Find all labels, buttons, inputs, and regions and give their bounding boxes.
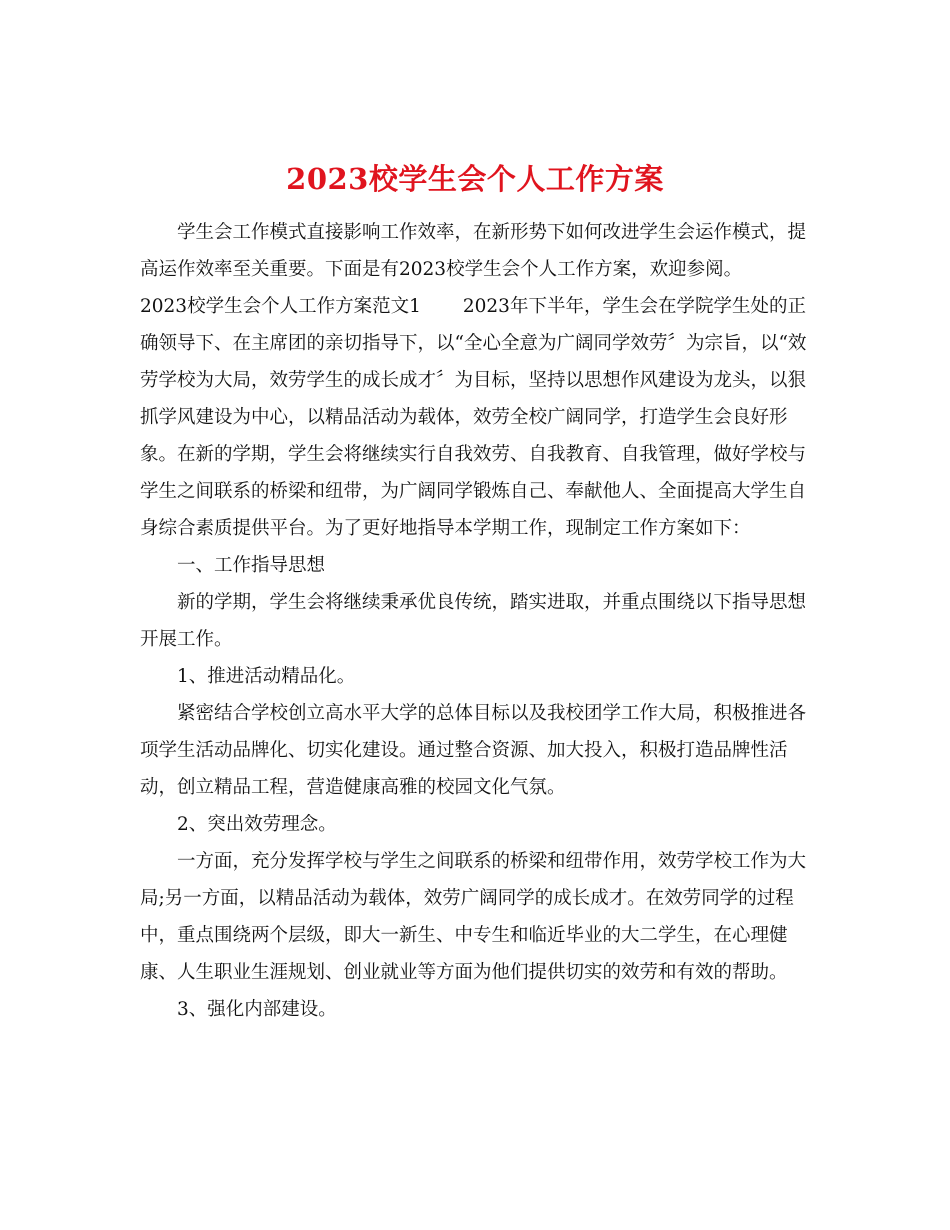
- section1-text: 新的学期，学生会将继续秉承优良传统，踏实进取，并重点围绕以下指导思想开展工作。: [140, 592, 807, 650]
- item2-heading: 2、突出效劳理念。: [177, 814, 337, 835]
- sample-heading: 2023校学生会个人工作方案范文1: [140, 296, 421, 317]
- item3-heading: 3、强化内部建设。: [177, 999, 337, 1020]
- document-title: 2023校学生会个人工作方案: [286, 162, 664, 197]
- intro-paragraph: 学生会工作模式直接影响工作效率，在新形势下如何改进学生会运作模式，提高运作效率至关重要。下面是有2023校学生会个人工作方案，欢迎参阅。: [140, 222, 807, 280]
- sample-paragraph: 2023年下半年，学生会在学院学生处的正确领导下、在主席团的亲切指导下，以“全心全意为广阔同学效劳〞为宗旨，以“效劳学校为大局，效劳学生的成长成才〞为目标，坚持以思想作风建设为龙头，以狠抓学风建设为中心，以精品活动为载体，效劳全校广阔同学，打造学生会良好形象。在新的学期，学生会将继续实行自我效劳、自我教育、自我管理，做好学校与学生之间联系的桥梁和纽带，为广阔同学锻炼自己、奉献他人、全面提高大学生自身综合素质提供平台。为了更好地指导本学期工作，现制定工作方案如下：: [140, 296, 807, 539]
- item2-text: 一方面，充分发挥学校与学生之间联系的桥梁和纽带作用，效劳学校工作为大局;另一方面，以精品活动为载体，效劳广阔同学的成长成才。在效劳同学的过程中，重点围绕两个层级，即大一新生、中专生和临近毕业的大二学生，在心理健康、人生职业生涯规划、创业就业等方面为他们提供切实的效劳和有效的帮助。: [140, 851, 807, 983]
- section1-heading: 一、工作指导思想: [177, 555, 326, 576]
- item1-text: 紧密结合学校创立高水平大学的总体目标以及我校团学工作大局，积极推进各项学生活动品牌化、切实化建设。通过整合资源、加大投入，积极打造品牌性活动，创立精品工程，营造健康高雅的校园文化气氛。: [140, 703, 807, 798]
- document-body: [140, 214, 815, 1028]
- item1-heading: 1、推进活动精品化。: [177, 666, 356, 687]
- sample-paragraph-block: [140, 288, 815, 547]
